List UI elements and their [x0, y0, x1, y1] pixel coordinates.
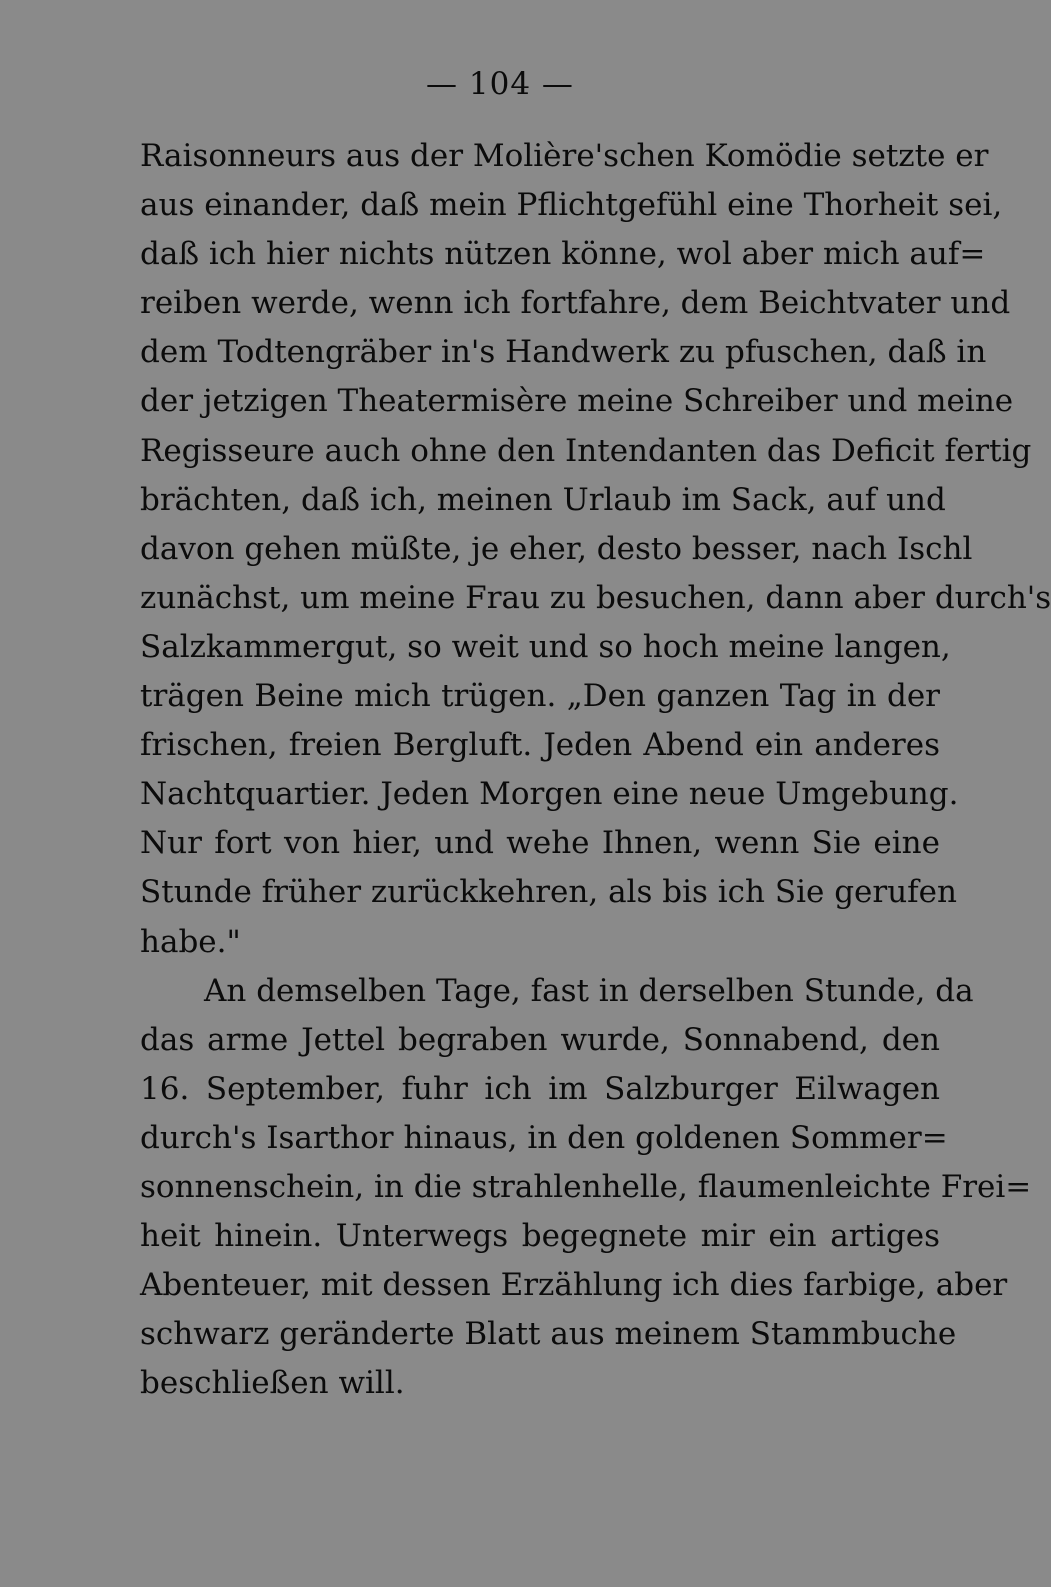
text-line: frischen, freien Bergluft. Jeden Abend ein anderes	[140, 727, 940, 764]
text-line: 16. September, fuhr ich im Salzburger Eilwagen	[140, 1070, 940, 1107]
text-line: der jetzigen Theatermisère meine Schreiber und meine	[140, 383, 1014, 420]
text-line: davon gehen müßte, je eher, desto besser, nach Ischl	[140, 530, 973, 567]
text-line: Nur fort von hier, und wehe Ihnen, wenn Sie eine	[140, 825, 940, 862]
text-line: brächten, daß ich, meinen Urlaub im Sack, auf und	[140, 481, 946, 518]
text-line: reiben werde, wenn ich fortfahre, dem Beichtvater und	[140, 285, 1011, 322]
text-line: Raisonneurs aus der Molière'schen Komödie setzte er	[140, 138, 989, 174]
text-line: aus einander, daß mein Pflichtgefühl eine Thorheit sei,	[140, 187, 1003, 224]
text-line: das arme Jettel begraben wurde, Sonnabend, den	[140, 1021, 940, 1058]
text-line: Stunde früher zurückkehren, als bis ich Sie gerufen	[140, 874, 957, 911]
text-line: beschließen will.	[140, 1365, 405, 1402]
text-line: dem Todtengräber in's Handwerk zu pfuschen, daß in	[140, 334, 987, 371]
text-line: Salzkammergut, so weit und so hoch meine langen,	[140, 628, 951, 665]
text-line: trägen Beine mich trügen. „Den ganzen Tag in der	[140, 678, 940, 715]
text-line: Nachtquartier. Jeden Morgen eine neue Umgebung.	[140, 776, 959, 813]
body-text	[140, 132, 1051, 1408]
text-line: schwarz geränderte Blatt aus meinem Stammbuche	[140, 1316, 957, 1353]
text-line: Regisseure auch ohne den Intendanten das Deficit fertig	[140, 432, 1032, 469]
page-number: — 104 —	[426, 66, 574, 102]
text-line: An demselben Tage, fast in derselben Stunde, da	[204, 972, 974, 1009]
text-line: durch's Isarthor hinaus, in den goldenen Sommer=	[140, 1119, 948, 1156]
text-line: habe."	[140, 923, 241, 960]
text-line: heit hinein. Unterwegs begegnete mir ein artiges	[140, 1218, 940, 1255]
text-line: zunächst, um meine Frau zu besuchen, dann aber durch's	[140, 579, 1051, 616]
text-line: sonnenschein, in die strahlenhelle, flaumenleichte Frei=	[140, 1168, 1032, 1205]
text-line: daß ich hier nichts nützen könne, wol aber mich auf=	[140, 236, 986, 273]
text-line: Abenteuer, mit dessen Erzählung ich dies farbige, aber	[140, 1267, 1008, 1304]
